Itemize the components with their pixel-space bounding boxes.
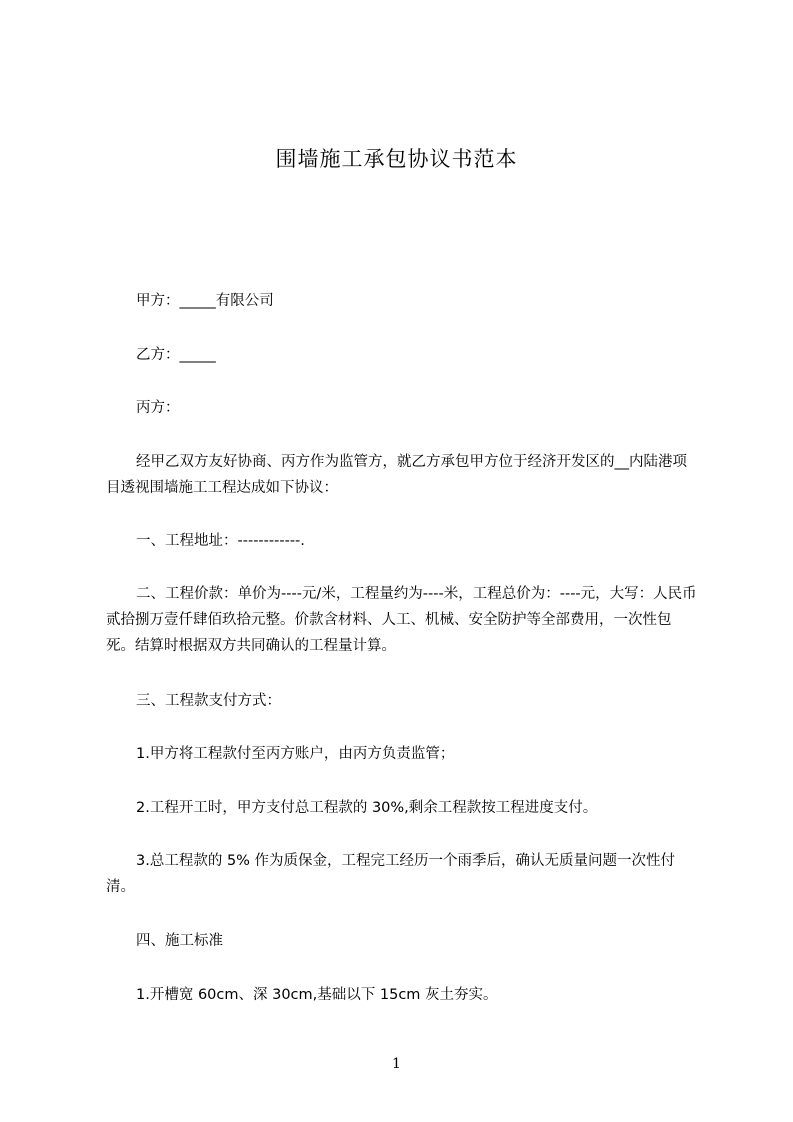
section-1-address: 一、工程地址：------------.	[136, 533, 305, 549]
intro-paragraph: 经甲乙双方友好协商、丙方作为监管方，就乙方承包甲方位于经济开发区的__内陆港项目透视围墙施工工程达成如下协议：	[106, 454, 687, 496]
party-c-line: 丙方：	[136, 400, 180, 416]
section-3-heading: 三、工程款支付方式：	[136, 693, 281, 709]
party-a-line: 甲方：_____有限公司	[136, 293, 274, 309]
page-number: 1	[392, 1056, 401, 1072]
construction-item-1: 1.开槽宽 60cm、深 30cm,基础以下 15cm 灰土夯实。	[136, 987, 498, 1003]
document-title: 围墙施工承包协议书范本	[275, 147, 518, 171]
payment-item-2: 2.工程开工时，甲方支付总工程款的 30%,剩余工程款按工程进度支付。	[136, 800, 598, 816]
payment-item-3: 3.总工程款的 5% 作为质保金，工程完工经历一个雨季后，确认无质量问题一次性付清。	[106, 853, 676, 895]
section-2-price: 二、工程价款：单价为----元/米，工程量约为----米，工程总价为：----元，大写：人民币贰拾捌万壹仟肆佰玖拾元整。价款含材料、人工、机械、安全防护等全部费用，一次性包死。结算时根据双方共同确认的工程量计算。	[106, 586, 697, 654]
section-4-heading: 四、施工标准	[136, 933, 223, 949]
payment-item-1: 1.甲方将工程款付至丙方账户，由丙方负责监管；	[136, 746, 455, 762]
party-b-line: 乙方：_____	[136, 347, 216, 363]
